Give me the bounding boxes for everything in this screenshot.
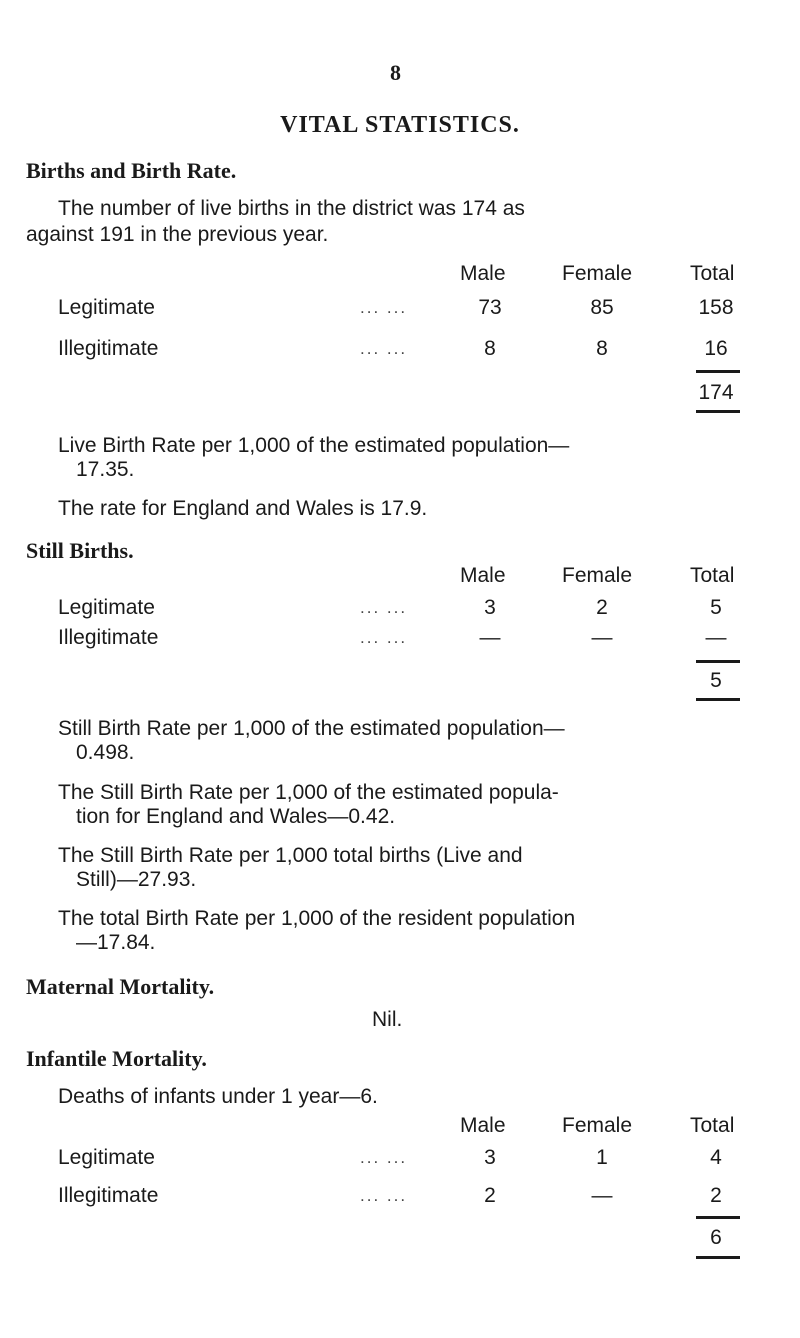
- still-rate-p2-line1: The Still Birth Rate per 1,000 of the estimated popula-: [58, 781, 559, 804]
- still-row-illegit-female: —: [591, 626, 613, 649]
- births-row-illegit-female: 8: [596, 337, 608, 360]
- infantile-intro: Deaths of infants under 1 year—6.: [58, 1085, 378, 1108]
- infant-row-legit-total: 4: [710, 1146, 722, 1169]
- infant-grand-total: 6: [710, 1226, 722, 1249]
- infant-row-illegit-female: —: [591, 1184, 613, 1207]
- births-grand-total: 174: [698, 381, 734, 404]
- still-row-illegit-label: Illegitimate: [58, 626, 159, 649]
- births-intro-line1: The number of live births in the district was 174 as: [58, 197, 525, 220]
- still-rate-p3-line1: The Still Birth Rate per 1,000 total births (Live and: [58, 844, 523, 867]
- births-col-total: Total: [690, 262, 735, 285]
- births-row-legit-total: 158: [698, 296, 734, 319]
- still-row-illegit-male: —: [479, 626, 501, 649]
- still-rate-p4-line1: The total Birth Rate per 1,000 of the resident population: [58, 907, 576, 930]
- maternal-value: Nil.: [372, 1008, 403, 1031]
- infant-row-legit-female: 1: [596, 1146, 608, 1169]
- births-row-legit-male: 73: [478, 296, 502, 319]
- still-rate-p1-line2: 0.498.: [76, 741, 135, 764]
- leader-dots: ... ...: [360, 1186, 408, 1205]
- infant-row-illegit-total: 2: [710, 1184, 722, 1207]
- page-title: VITAL STATISTICS.: [280, 112, 520, 138]
- page-number: 8: [390, 60, 401, 85]
- england-birth-rate: The rate for England and Wales is 17.9.: [58, 497, 428, 520]
- still-births-heading: Still Births.: [26, 538, 134, 563]
- births-row-illegit-label: Illegitimate: [58, 337, 159, 360]
- births-total-rule-top: [696, 370, 740, 373]
- infant-row-illegit-male: 2: [484, 1184, 496, 1207]
- leader-dots: ... ...: [360, 598, 408, 617]
- births-col-female: Female: [562, 262, 633, 285]
- leader-dots: ... ...: [360, 1148, 408, 1167]
- births-rate-line1: Live Birth Rate per 1,000 of the estimated population—: [58, 434, 570, 457]
- infant-total-rule-bottom: [696, 1256, 740, 1259]
- leader-dots: ... ...: [360, 628, 408, 647]
- still-total-rule-top: [696, 660, 740, 663]
- still-row-legit-total: 5: [710, 596, 722, 619]
- still-col-female: Female: [562, 564, 633, 587]
- still-total-rule-bottom: [696, 698, 740, 701]
- still-grand-total: 5: [710, 669, 722, 692]
- births-rate-line2: 17.35.: [76, 458, 135, 481]
- infant-col-total: Total: [690, 1114, 735, 1137]
- infant-row-legit-male: 3: [484, 1146, 496, 1169]
- still-row-legit-male: 3: [484, 596, 496, 619]
- births-row-legit-female: 85: [590, 296, 614, 319]
- births-heading: Births and Birth Rate.: [26, 158, 237, 183]
- still-row-legit-label: Legitimate: [58, 596, 155, 619]
- births-intro-line2: against 191 in the previous year.: [26, 223, 329, 246]
- still-rate-p1-line1: Still Birth Rate per 1,000 of the estimated population—: [58, 717, 565, 740]
- still-col-male: Male: [460, 564, 506, 587]
- infant-total-rule-top: [696, 1216, 740, 1219]
- births-row-illegit-male: 8: [484, 337, 496, 360]
- infant-row-illegit-label: Illegitimate: [58, 1184, 159, 1207]
- infant-col-male: Male: [460, 1114, 506, 1137]
- leader-dots: ... ...: [360, 339, 408, 358]
- still-rate-p2-line2: tion for England and Wales—0.42.: [76, 805, 396, 828]
- still-row-legit-female: 2: [596, 596, 608, 619]
- still-rate-p4-line2: —17.84.: [76, 931, 156, 954]
- leader-dots: ... ...: [360, 298, 408, 317]
- births-row-illegit-total: 16: [704, 337, 728, 360]
- births-col-male: Male: [460, 262, 506, 285]
- infant-row-legit-label: Legitimate: [58, 1146, 155, 1169]
- infant-col-female: Female: [562, 1114, 633, 1137]
- births-row-legit-label: Legitimate: [58, 296, 155, 319]
- maternal-heading: Maternal Mortality.: [26, 974, 215, 999]
- infantile-heading: Infantile Mortality.: [26, 1046, 207, 1071]
- births-total-rule-bottom: [696, 410, 740, 413]
- still-col-total: Total: [690, 564, 735, 587]
- still-rate-p3-line2: Still)—27.93.: [76, 868, 197, 891]
- still-row-illegit-total: —: [705, 626, 727, 649]
